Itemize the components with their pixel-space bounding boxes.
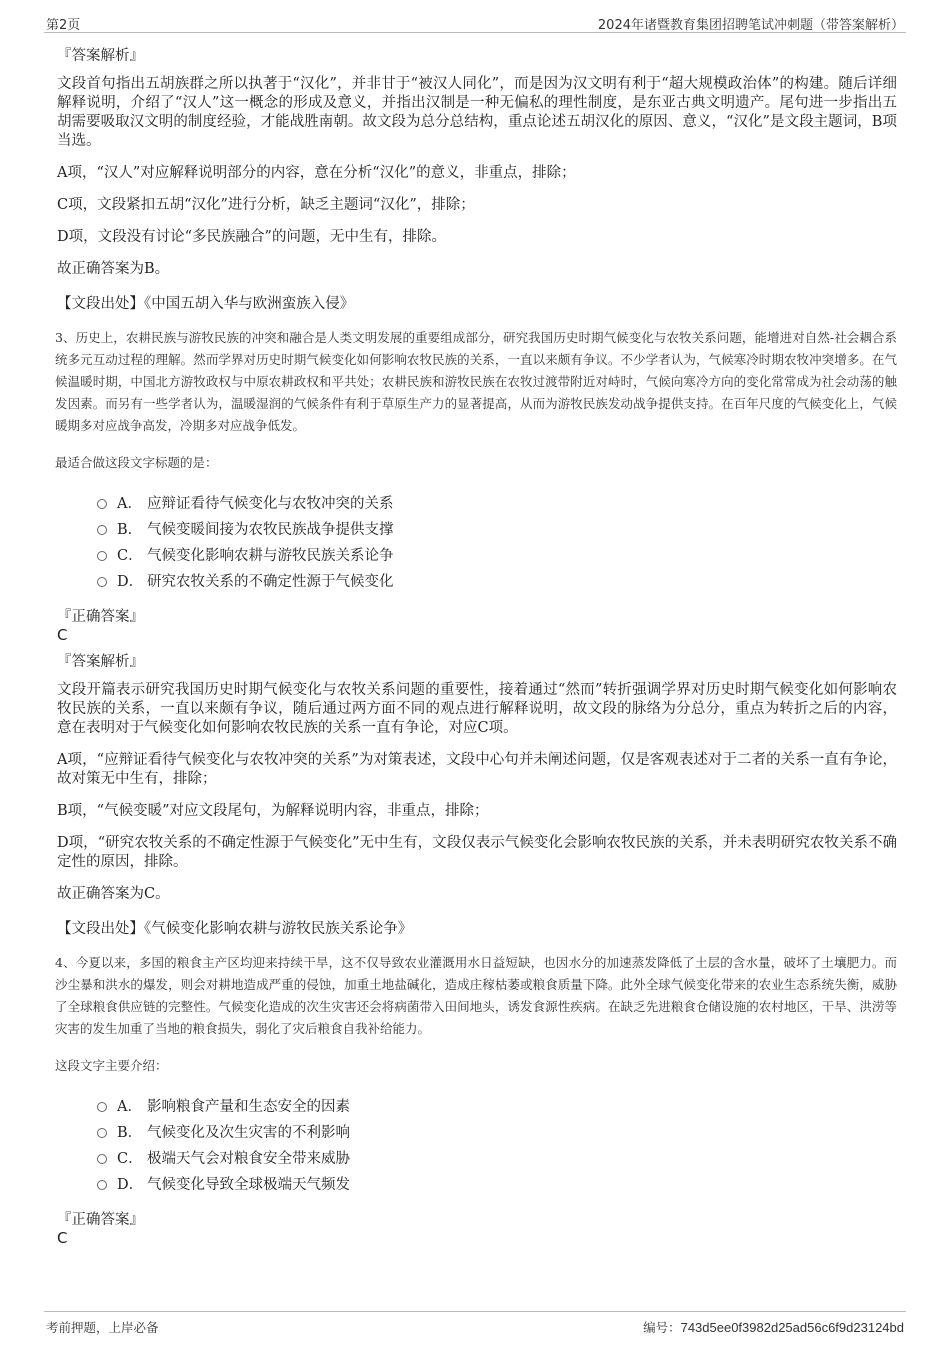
question-text: 4、今夏以来，多国的粮食主产区均迎来持续干旱，这不仅导致农业灌溉用水日益短缺，也因水分的加速蒸发降低了土层的含水量，破坏了土壤肥力。而沙尘暴和洪水的爆发，则会对耕地造成严重的侵蚀，加重土地盐碱化，造成庄稼枯萎或粮食质量下降。此外全球气候变化带来的农业生态系统失衡，威胁了全球粮食供应链的完整性。气候变化造成的次生灾害还会将病菌带入田间地头，诱发食源性疾病。在缺乏先进粮食仓储设施的农村地区，干旱、洪涝等灾害的发生加重了当地的粮食损失，弱化了灾后粮食自我补给能力。 bbox=[55, 955, 897, 1036]
option-a[interactable] bbox=[97, 489, 897, 515]
code-label: 编号： bbox=[643, 1320, 681, 1335]
option-letter: D． bbox=[117, 1176, 144, 1193]
analysis-paragraph: C项，文段紧扣五胡“汉化”进行分析，缺乏主题词“汉化”，排除； bbox=[57, 197, 475, 213]
analysis-paragraph: A项，“汉人”对应解释说明部分的内容，意在分析“汉化”的意义，非重点，排除； bbox=[57, 165, 576, 181]
analysis-label: 『答案解析』 bbox=[57, 48, 144, 64]
analysis-paragraph: D项，“研究农牧关系的不确定性源于气候变化”无中生有，文段仅表示气候变化会影响农牧民族的关系，并未表明研究农牧关系不确定性的原因，排除。 bbox=[57, 835, 897, 870]
document-title: 2024年诸暨教育集团招聘笔试冲刺题（带答案解析） bbox=[597, 18, 904, 33]
question-prompt: 这段文字主要介绍： bbox=[55, 1058, 168, 1073]
analysis-paragraph: 文段开篇表示研究我国历史时期气候变化与农牧关系问题的重要性，接着通过“然而”转折强调学界对历史时期气候变化如何影响农牧民族的关系，一直以来颇有争议，随后通过两方面不同的观点进行解释说明，故文段的脉络为分总分，重点为转折之后的内容，意在表明对于气候变化如何影响农牧民族的关系一直有争论，对应C项。 bbox=[57, 682, 897, 736]
option-list bbox=[57, 1092, 897, 1196]
radio-icon[interactable] bbox=[97, 499, 107, 509]
page-footer bbox=[44, 1311, 906, 1336]
correct-answer-label: 『正确答案』 bbox=[57, 1212, 144, 1228]
option-letter: B． bbox=[117, 1124, 143, 1141]
analysis-conclusion: 故正确答案为C。 bbox=[57, 886, 170, 902]
analysis-conclusion: 故正确答案为B。 bbox=[57, 261, 170, 277]
option-d[interactable] bbox=[97, 567, 897, 593]
option-text: 研究农牧关系的不确定性源于气候变化 bbox=[147, 573, 394, 590]
option-a[interactable] bbox=[97, 1092, 897, 1118]
option-b[interactable] bbox=[97, 515, 897, 541]
correct-answer-value: C bbox=[57, 626, 68, 644]
code-value: 743d5ee0f3982d25ad56c6f9d23124bd bbox=[680, 1320, 904, 1335]
option-c[interactable] bbox=[97, 541, 897, 567]
question-3 bbox=[57, 327, 897, 938]
correct-answer-value: C bbox=[57, 1229, 68, 1247]
radio-icon[interactable] bbox=[97, 577, 107, 587]
radio-icon[interactable] bbox=[97, 1102, 107, 1112]
question-prompt: 最适合做这段文字标题的是： bbox=[55, 455, 218, 470]
option-c[interactable] bbox=[97, 1144, 897, 1170]
option-text: 极端天气会对粮食安全带来威胁 bbox=[147, 1150, 350, 1167]
page-number: 第2页 bbox=[46, 18, 81, 33]
passage-source: 【文段出处】《气候变化影响农耕与游牧民族关系论争》 bbox=[57, 921, 413, 937]
radio-icon[interactable] bbox=[97, 1128, 107, 1138]
radio-icon[interactable] bbox=[97, 1180, 107, 1190]
option-letter: B． bbox=[117, 521, 143, 538]
option-text: 气候变暖间接为农牧民族战争提供支撑 bbox=[147, 521, 394, 538]
option-list bbox=[57, 489, 897, 593]
radio-icon[interactable] bbox=[97, 1154, 107, 1164]
document-code bbox=[643, 1318, 904, 1336]
option-letter: D． bbox=[117, 573, 144, 590]
option-text: 影响粮食产量和生态安全的因素 bbox=[147, 1098, 350, 1115]
question-4 bbox=[57, 952, 897, 1247]
analysis-paragraph: D项，文段没有讨论“多民族融合”的问题，无中生有，排除。 bbox=[57, 229, 446, 245]
question-text: 3、历史上，农耕民族与游牧民族的冲突和融合是人类文明发展的重要组成部分，研究我国历史时期气候变化与农牧关系问题，能增进对自然-社会耦合系统多元互动过程的理解。然而学界对历史时期气候变化如何影响农牧民族的关系，一直以来颇有争议。不少学者认为，气候寒冷时期农牧冲突增多。在气候温暖时期，中国北方游牧政权与中原农耕政权和平共处；农耕民族和游牧民族在农牧过渡带附近对峙时，气候向寒冷方向的变化常常成为社会动荡的触发因素。而另有一些学者认为，温暖湿润的气候条件有利于草原生产力的显著提高，从而为游牧民族发动战争提供支持。在百年尺度的气候变化上，气候暖期多对应战争高发，冷期多对应战争低发。 bbox=[55, 330, 897, 433]
analysis-paragraph: 文段首句指出五胡族群之所以执著于“汉化”，并非甘于“被汉人同化”，而是因为汉文明有利于“超大规模政治体”的构建。随后详细解释说明，介绍了“汉人”这一概念的形成及意义，并指出汉制是一种无偏私的理性制度，是东亚古典文明遗产。尾句进一步指出五胡需要吸取汉文明的制度经验，才能战胜南朝。故文段为总分总结构，重点论述五胡汉化的原因、意义，“汉化”是文段主题词，B项当选。 bbox=[57, 76, 897, 149]
correct-answer-label: 『正确答案』 bbox=[57, 609, 144, 625]
option-letter: A． bbox=[117, 1098, 142, 1115]
analysis-label: 『答案解析』 bbox=[57, 654, 144, 670]
option-text: 气候变化影响农耕与游牧民族关系论争 bbox=[147, 547, 394, 564]
radio-icon[interactable] bbox=[97, 525, 107, 535]
footer-slogan: 考前押题，上岸必备 bbox=[46, 1320, 159, 1335]
question-2-analysis bbox=[57, 44, 897, 313]
passage-source: 【文段出处】《中国五胡入华与欧洲蛮族入侵》 bbox=[57, 296, 355, 312]
analysis-paragraph: B项，“气候变暖”对应文段尾句，为解释说明内容，非重点，排除； bbox=[57, 803, 489, 819]
option-text: 气候变化导致全球极端天气频发 bbox=[147, 1176, 350, 1193]
radio-icon[interactable] bbox=[97, 551, 107, 561]
option-letter: C． bbox=[117, 1150, 143, 1167]
option-d[interactable] bbox=[97, 1170, 897, 1196]
option-b[interactable] bbox=[97, 1118, 897, 1144]
analysis-paragraph: A项，“应辩证看待气候变化与农牧冲突的关系”为对策表述，文段中心句并未阐述问题，仅是客观表述对于二者的关系一直有争论，故对策无中生有，排除； bbox=[57, 752, 897, 787]
option-text: 气候变化及次生灾害的不利影响 bbox=[147, 1124, 350, 1141]
page-header bbox=[44, 12, 906, 33]
option-letter: A． bbox=[117, 495, 142, 512]
option-letter: C． bbox=[117, 547, 143, 564]
page-content bbox=[57, 44, 897, 1253]
option-text: 应辩证看待气候变化与农牧冲突的关系 bbox=[147, 495, 394, 512]
